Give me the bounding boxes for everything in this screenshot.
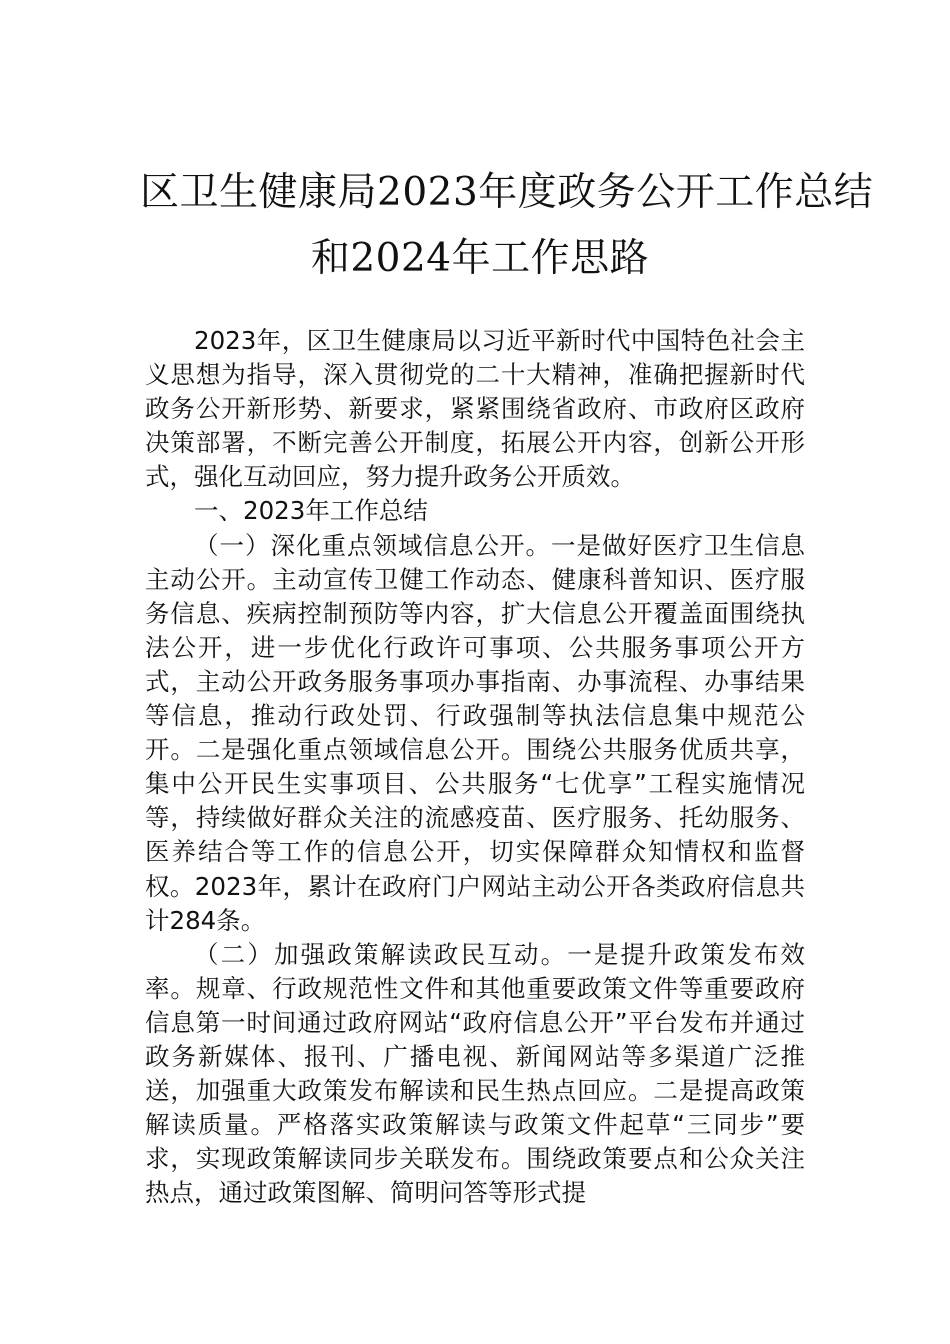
- document-body: [145, 324, 805, 1210]
- section-heading: 一、2023年工作总结: [194, 496, 428, 526]
- title-line-1: 区卫生健康局2023年度政务公开工作总结: [140, 170, 874, 215]
- paragraph-intro: 2023年，区卫生健康局以习近平新时代中国特色社会主义思想为指导，深入贯彻党的二十大精神，准确把握新时代政务公开新形势、新要求，紧紧围绕省政府、市政府区政府决策部署，不断完善公开制度，拓展公开内容，创新公开形式，强化互动回应，努力提升政务公开质效。: [145, 326, 805, 492]
- title-line-2: 和2024年工作思路: [310, 236, 650, 281]
- paragraph-section-1: （一）深化重点领域信息公开。一是做好医疗卫生信息主动公开。主动宣传卫健工作动态、健康科普知识、医疗服务信息、疾病控制预防等内容，扩大信息公开覆盖面围绕执法公开，进一步优化行政许可事项、公共服务事项公开方式，主动公开政务服务事项办事指南、办事流程、办事结果等信息，推动行政处罚、行政强制等执法信息集中规范公开。二是强化重点领域信息公开。围绕公共服务优质共享，集中公开民生实事项目、公共服务“七优享”工程实施情况等，持续做好群众关注的流感疫苗、医疗服务、托幼服务、医养结合等工作的信息公开，切实保障群众知情权和监督权。2023年，累计在政府门户网站主动公开各类政府信息共计284条。: [145, 530, 805, 935]
- paragraph-section-2: （二）加强政策解读政民互动。一是提升政策发布效率。规章、行政规范性文件和其他重要政策文件等重要政府信息第一时间通过政府网站“政府信息公开”平台发布并通过政务新媒体、报刊、广播电视、新闻网站等多渠道广泛推送，加强重大政策发布解读和民生热点回应。二是提高政策解读质量。严格落实政策解读与政策文件起草“三同步”要求，实现政策解读同步关联发布。围绕政策要点和公众关注热点，通过政策图解、简明问答等形式提: [145, 939, 805, 1208]
- document-title: [140, 160, 874, 292]
